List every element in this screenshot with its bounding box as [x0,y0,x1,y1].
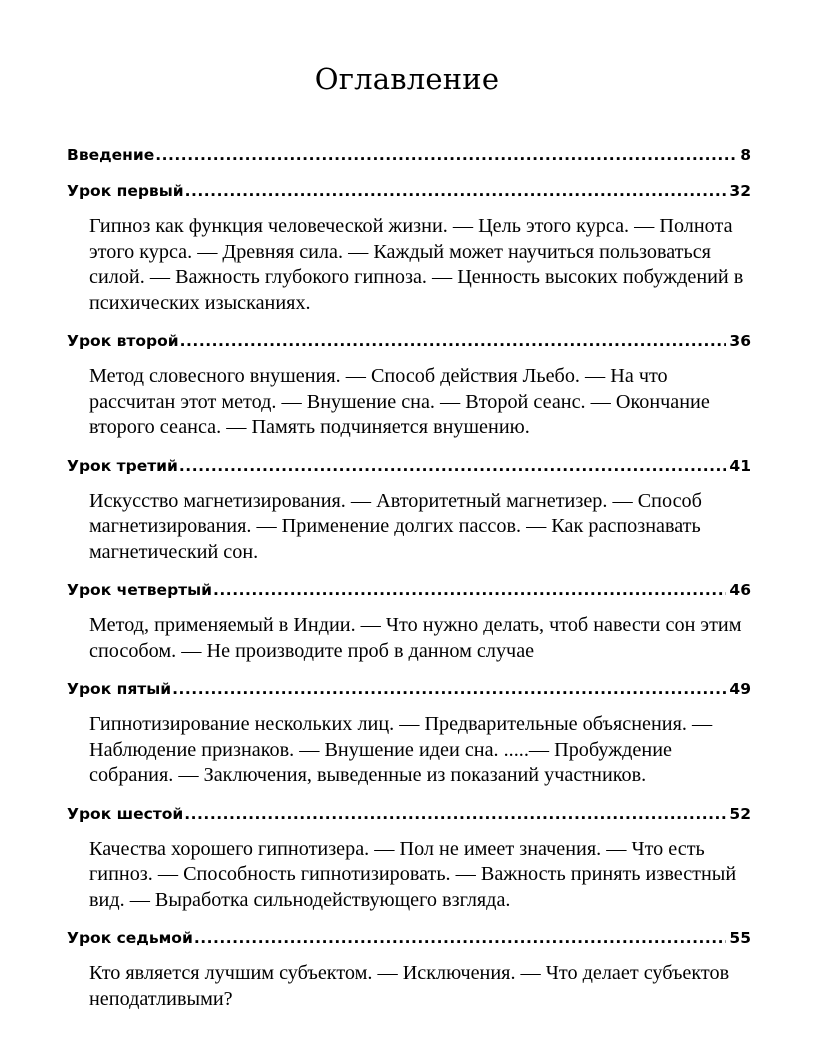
dot-leader [155,140,737,170]
chapter-title: Урок шестой [67,804,184,823]
toc-heading-line[interactable] [67,451,751,481]
toc-entry-lesson-7 [67,923,751,1012]
toc-heading-line[interactable] [67,326,751,356]
page-number: 36 [729,332,751,350]
page-number: 49 [729,680,751,698]
toc-entry-lesson-3 [67,451,751,566]
dot-leader [185,176,727,206]
chapter-title: Урок третий [67,456,178,475]
chapter-title: Урок второй [67,332,179,350]
toc-heading-line[interactable] [67,923,751,953]
chapter-description: Гипнотизирование нескольких лиц. — Предварительные объяснения. — Наблюдение признаков. — Внушение идеи сна. .....— Пробуждение собрания. — Заключения, выведенные из показаний участников. [89,713,713,786]
page-number: 32 [729,182,751,200]
chapter-description: Гипноз как функция человеческой жизни. — Цель этого курса. — Полнота этого курса. — Древняя сила. — Каждый может научиться пользоваться силой. — Важность глубокого гипноза. — Ценность высоких побуждений в психических изысканиях. [89,215,744,314]
table-of-contents [67,140,751,1012]
chapter-description: Кто является лучшим субъектом. — Исключения. — Что делает субъектов неподатливыми? [89,962,730,1010]
page-number: 52 [729,804,751,823]
chapter-description: Метод словесного внушения. — Способ действия Льебо. — На что рассчитан этот метод. — Внушение сна. — Второй сеанс. — Окончание второго сеанса. — Память подчиняется внушению. [89,365,710,438]
page-title: Оглавление [314,62,500,96]
toc-heading-line[interactable] [67,176,751,206]
toc-entry-lesson-2 [67,326,751,441]
toc-heading-line[interactable] [67,575,751,605]
dot-leader [180,326,727,356]
chapter-description: Метод, применяемый в Индии. — Что нужно делать, чтоб навести сон этим способом. — Не производите проб в данном случае [89,614,742,662]
page-number: 55 [729,929,751,947]
dot-leader [213,575,726,605]
page-number: 8 [740,146,751,164]
toc-entry-lesson-1 [67,176,751,316]
toc-heading-line[interactable] [67,140,751,170]
toc-entry-lesson-6 [67,799,751,914]
chapter-title: Урок четвертый [67,581,213,599]
toc-heading-line[interactable] [67,799,751,829]
chapter-title: Введение [67,146,155,164]
toc-entry-lesson-4 [67,575,751,664]
dot-leader [172,674,726,704]
chapter-description: Искусство магнетизирования. — Авторитетный магнетизер. — Способ магнетизирования. — Применение долгих пассов. — Как распознавать магнетический сон. [89,489,702,563]
dot-leader [179,451,727,481]
chapter-description: Качества хорошего гипнотизера. — Пол не имеет значения. — Что есть гипноз. — Способность гипнотизировать. — Важность принять известный вид. — Выработка сильнодействующего взгляда. [89,837,737,911]
toc-entry-lesson-5 [67,674,751,789]
chapter-title: Урок пятый [67,680,172,698]
dot-leader [184,799,726,829]
page-number: 46 [729,581,751,599]
page-number: 41 [729,456,751,475]
dot-leader [194,923,727,953]
chapter-title: Урок седьмой [67,929,193,947]
chapter-title: Урок первый [67,182,184,200]
toc-entry-introduction [67,140,751,170]
toc-heading-line[interactable] [67,674,751,704]
